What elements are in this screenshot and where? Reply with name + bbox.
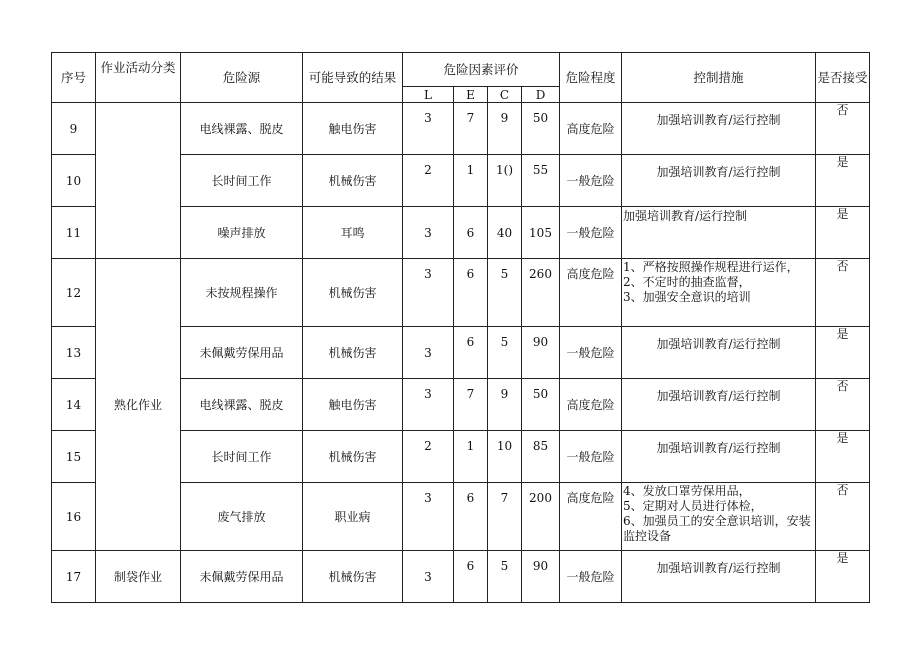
row-l: 3 (403, 379, 454, 431)
row-accept: 是 (816, 327, 870, 379)
row-d: 50 (522, 379, 560, 431)
row-control-list (622, 259, 816, 327)
row-result: 触电伤害 (303, 379, 403, 431)
control-line: 2、不定时的抽查监督， (623, 275, 751, 289)
row-accept: 是 (816, 155, 870, 207)
row-hazard: 未佩戴劳保用品 (181, 327, 303, 379)
row-e: 7 (454, 103, 488, 155)
row-control: 加强培训教育/运行控制 (622, 155, 816, 207)
row-e: 6 (454, 327, 488, 379)
row-c: 10 (488, 431, 522, 483)
header-degree: 危险程度 (560, 53, 622, 103)
row-c: 7 (488, 483, 522, 551)
row-seq: 13 (52, 327, 96, 379)
row-e: 6 (454, 483, 488, 551)
row-control: 加强培训教育/运行控制 (622, 551, 816, 603)
header-activity: 作业活动分类 (96, 53, 181, 103)
row-c: 5 (488, 327, 522, 379)
row-e: 7 (454, 379, 488, 431)
row-c: 9 (488, 379, 522, 431)
row-c: 1() (488, 155, 522, 207)
row-seq: 17 (52, 551, 96, 603)
row-e: 1 (454, 431, 488, 483)
row-hazard: 废气排放 (181, 483, 303, 551)
row-accept: 否 (816, 379, 870, 431)
header-d: D (522, 87, 560, 103)
row-degree: 一般危险 (560, 551, 622, 603)
row-result: 触电伤害 (303, 103, 403, 155)
row-degree: 一般危险 (560, 431, 622, 483)
row-l: 3 (403, 207, 454, 259)
row-hazard: 未佩戴劳保用品 (181, 551, 303, 603)
row-c: 5 (488, 259, 522, 327)
row-control: 加强培训教育/运行控制 (622, 207, 816, 259)
header-result: 可能导致的结果 (303, 53, 403, 103)
row-c: 40 (488, 207, 522, 259)
control-line: 4、发放口罩劳保用品， (623, 484, 751, 498)
row-degree: 一般危险 (560, 155, 622, 207)
header-hazard: 危险源 (181, 53, 303, 103)
row-seq: 10 (52, 155, 96, 207)
control-line: 3、加强安全意识的培训 (623, 290, 751, 304)
row-d: 90 (522, 551, 560, 603)
control-line: 6、加强员工的安全意识培训，安装监控设备 (623, 514, 811, 543)
row-degree: 高度危险 (560, 379, 622, 431)
row-l: 2 (403, 431, 454, 483)
row-d: 50 (522, 103, 560, 155)
row-e: 6 (454, 259, 488, 327)
row-seq: 14 (52, 379, 96, 431)
row-degree: 一般危险 (560, 327, 622, 379)
row-seq: 9 (52, 103, 96, 155)
row-seq: 11 (52, 207, 96, 259)
row-degree: 高度危险 (560, 103, 622, 155)
row-control-list (622, 483, 816, 551)
header-c: C (488, 87, 522, 103)
row-result: 机械伤害 (303, 327, 403, 379)
table-row (52, 551, 870, 603)
row-d: 260 (522, 259, 560, 327)
row-l: 2 (403, 155, 454, 207)
row-hazard: 电线裸露、脱皮 (181, 379, 303, 431)
row-d: 105 (522, 207, 560, 259)
row-result: 机械伤害 (303, 551, 403, 603)
row-l: 3 (403, 103, 454, 155)
row-l: 3 (403, 551, 454, 603)
table-row (52, 103, 870, 155)
control-line: 5、定期对人员进行体检， (623, 499, 763, 513)
row-seq: 12 (52, 259, 96, 327)
hazard-evaluation-table (51, 52, 870, 603)
header-l: L (403, 87, 454, 103)
row-degree: 一般危险 (560, 207, 622, 259)
header-control: 控制措施 (622, 53, 816, 103)
row-seq: 16 (52, 483, 96, 551)
row-hazard: 长时间工作 (181, 431, 303, 483)
row-accept: 是 (816, 551, 870, 603)
row-control: 加强培训教育/运行控制 (622, 327, 816, 379)
activity-group-cell: 熟化作业 (96, 259, 181, 551)
row-hazard: 长时间工作 (181, 155, 303, 207)
row-d: 55 (522, 155, 560, 207)
row-accept: 是 (816, 431, 870, 483)
header-eval: 危险因素评价 (403, 53, 560, 87)
row-result: 耳鸣 (303, 207, 403, 259)
row-accept: 是 (816, 207, 870, 259)
control-line: 1、严格按照操作规程进行运作， (623, 260, 799, 274)
row-l: 3 (403, 327, 454, 379)
row-e: 6 (454, 551, 488, 603)
header-accept: 是否接受 (816, 53, 870, 103)
row-l: 3 (403, 259, 454, 327)
row-d: 200 (522, 483, 560, 551)
row-control: 加强培训教育/运行控制 (622, 379, 816, 431)
row-c: 9 (488, 103, 522, 155)
row-result: 机械伤害 (303, 155, 403, 207)
row-hazard: 电线裸露、脱皮 (181, 103, 303, 155)
row-d: 90 (522, 327, 560, 379)
table-row (52, 259, 870, 327)
row-degree: 高度危险 (560, 259, 622, 327)
activity-group-cell (96, 103, 181, 259)
row-accept: 否 (816, 259, 870, 327)
row-result: 机械伤害 (303, 259, 403, 327)
row-seq: 15 (52, 431, 96, 483)
row-degree: 高度危险 (560, 483, 622, 551)
row-e: 6 (454, 207, 488, 259)
row-accept: 否 (816, 483, 870, 551)
row-result: 机械伤害 (303, 431, 403, 483)
row-hazard: 未按规程操作 (181, 259, 303, 327)
row-d: 85 (522, 431, 560, 483)
activity-group-cell: 制袋作业 (96, 551, 181, 603)
row-e: 1 (454, 155, 488, 207)
row-result: 职业病 (303, 483, 403, 551)
header-e: E (454, 87, 488, 103)
row-control: 加强培训教育/运行控制 (622, 103, 816, 155)
row-l: 3 (403, 483, 454, 551)
header-seq: 序号 (52, 53, 96, 103)
row-hazard: 噪声排放 (181, 207, 303, 259)
row-accept: 否 (816, 103, 870, 155)
row-control: 加强培训教育/运行控制 (622, 431, 816, 483)
row-c: 5 (488, 551, 522, 603)
